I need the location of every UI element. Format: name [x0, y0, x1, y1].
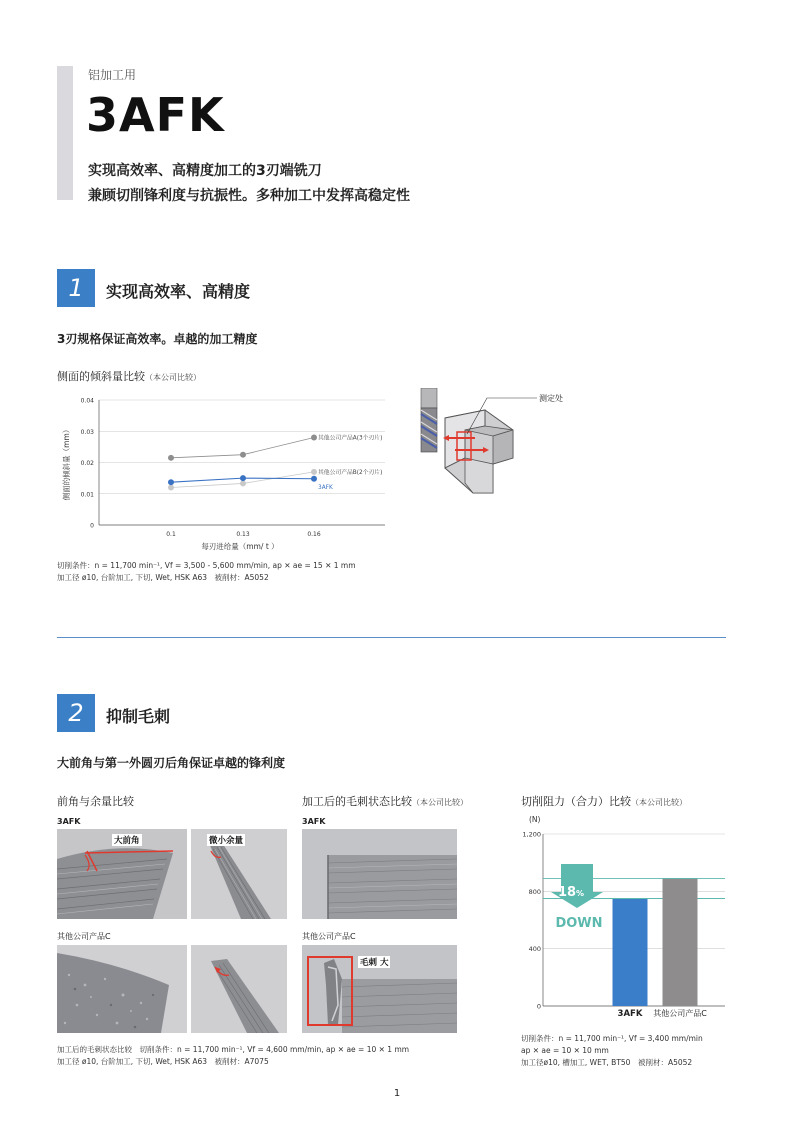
line-point [311, 435, 317, 441]
line-chart-xlabel: 每刃进给量（mm/ t ） [201, 542, 279, 551]
line-point [168, 455, 174, 461]
bar-1 [613, 899, 648, 1007]
line-point [240, 480, 246, 486]
section-1-conditions-2: 加工径 ø10, 台阶加工, 下切, Wet, HSK A63 被削材：A5052 [57, 573, 269, 582]
reduction-down-label: DOWN [555, 916, 603, 931]
measurement-diagram [415, 388, 575, 498]
bar-category-label: 3AFK [617, 1009, 643, 1019]
rake-other-photo [57, 945, 187, 1033]
bar-chart-ytick: 400 [528, 945, 541, 954]
rake-3afk-label: 3AFK [57, 817, 81, 826]
line-chart-ylabel: 侧面的倾斜量（mm） [62, 425, 71, 501]
subtitle-line-1: 实现高效率、高精度加工的3刃端铣刀 [88, 163, 322, 179]
burr-other-label: 其他公司产品C [302, 932, 356, 941]
reduction-badge [551, 864, 603, 931]
end-mill-tool [421, 388, 437, 452]
section-2-number: 2 [57, 694, 95, 732]
line-point [240, 452, 246, 458]
bar-chart-unit: (N) [529, 815, 541, 824]
burr-3afk-label: 3AFK [302, 817, 326, 826]
workpiece-block [445, 410, 513, 493]
bar-chart-ytick: 0 [536, 1002, 541, 1011]
tilt-chart-heading [57, 368, 201, 384]
tilt-line-chart [57, 388, 397, 558]
large-rake-annotation: 大前角 [114, 836, 140, 846]
tilt-chart-note: （本公司比较） [145, 373, 201, 382]
page-number: 1 [393, 1088, 401, 1099]
section-divider [57, 637, 726, 638]
measurement-point-label: 测定处 [539, 394, 563, 403]
section-1-number: 1 [57, 269, 95, 307]
line-chart-ytick: 0 [90, 522, 94, 530]
section-1-conditions-1: 切削条件：n = 11,700 min⁻¹, Vf = 3,500 - 5,600 mm/min, ap ✕ ae = 15 ✕ 1 mm [57, 561, 356, 570]
section-2-lead: 大前角与第一外圆刃后角保证卓越的锋利度 [57, 756, 286, 770]
line-chart-xtick: 0.1 [166, 531, 176, 538]
section-2-title: 抑制毛刺 [106, 707, 171, 726]
section-2-right-conditions-1: 切削条件：n = 11,700 min⁻¹, Vf = 3,400 mm/min [521, 1034, 703, 1043]
line-chart-ytick: 0.03 [80, 428, 94, 436]
reduction-percent: 18% [557, 885, 585, 900]
tilt-chart-title: 侧面的倾斜量比较 [57, 370, 145, 383]
bar-chart-ytick: 1,200 [522, 830, 541, 839]
line-point [311, 476, 317, 482]
section-2-right-conditions-2: ap ✕ ae = 10 ✕ 10 mm [521, 1046, 609, 1055]
subtitle-line-2: 兼顾切削锋利度与抗振性。多种加工中发挥高稳定性 [88, 188, 410, 204]
line-chart-ytick: 0.04 [80, 397, 94, 405]
line-chart-ytick: 0.02 [80, 460, 94, 467]
line-chart-xtick: 0.16 [307, 531, 321, 538]
rake-comparison-title: 前角与余量比较 [57, 795, 134, 808]
line-series-label: 其他公司产品A(3个刃片) [318, 435, 383, 442]
header-accent-bar [57, 66, 73, 200]
force-comparison-title: 切削阻力（合力）比较 [521, 795, 631, 808]
burr-comparison-heading [302, 793, 468, 809]
burr-comparison-title: 加工后的毛刺状态比较 [302, 795, 412, 808]
section-1-lead: 3刃规格保证高效率。卓越的加工精度 [57, 332, 258, 346]
section-2-right-conditions-3: 加工径ø10, 槽加工, WET, BT50 被削材：A5052 [521, 1058, 693, 1067]
section-2-left-conditions-1: 加工后的毛刺状态比较 切削条件：n = 11,700 min⁻¹, Vf = 4,600 mm/min, ap ✕ ae = 10 ✕ 1 mm [57, 1045, 410, 1054]
burr-comparison-note: （本公司比较） [412, 798, 468, 807]
product-title: 3AFK [86, 88, 225, 142]
rake-other-label: 其他公司产品C [57, 932, 111, 941]
margin-other-photo [191, 945, 287, 1033]
section-2-left-conditions-2: 加工径 ø10, 台阶加工, 下切, Wet, HSK A63 被削材：A7075 [57, 1057, 269, 1066]
bar-category-label: 其他公司产品C [653, 1009, 707, 1018]
bar-chart-ytick: 800 [528, 887, 541, 896]
line-series-label: 其他公司产品B(2个刃片) [318, 469, 383, 476]
line-chart-xtick: 0.13 [236, 531, 250, 538]
line-series-label: 3AFK [318, 484, 333, 491]
force-comparison-note: （本公司比较） [631, 798, 687, 807]
cutting-force-bar-chart [515, 812, 735, 1024]
small-margin-annotation: 微小余量 [209, 836, 244, 846]
line-chart-series [168, 434, 382, 491]
section-1-title: 实现高效率、高精度 [106, 282, 251, 301]
line-point [168, 479, 174, 485]
line-chart-ytick: 0.01 [80, 491, 94, 499]
burr-3afk-photo [302, 829, 457, 919]
line-point [311, 469, 317, 475]
line-point [240, 475, 246, 481]
large-burr-annotation: 毛刺 大 [360, 958, 389, 968]
line-point [168, 485, 174, 491]
category-label: 铝加工用 [88, 68, 137, 82]
line-chart-axes [81, 398, 385, 539]
force-comparison-heading [521, 793, 687, 809]
bar-2 [663, 878, 698, 1006]
